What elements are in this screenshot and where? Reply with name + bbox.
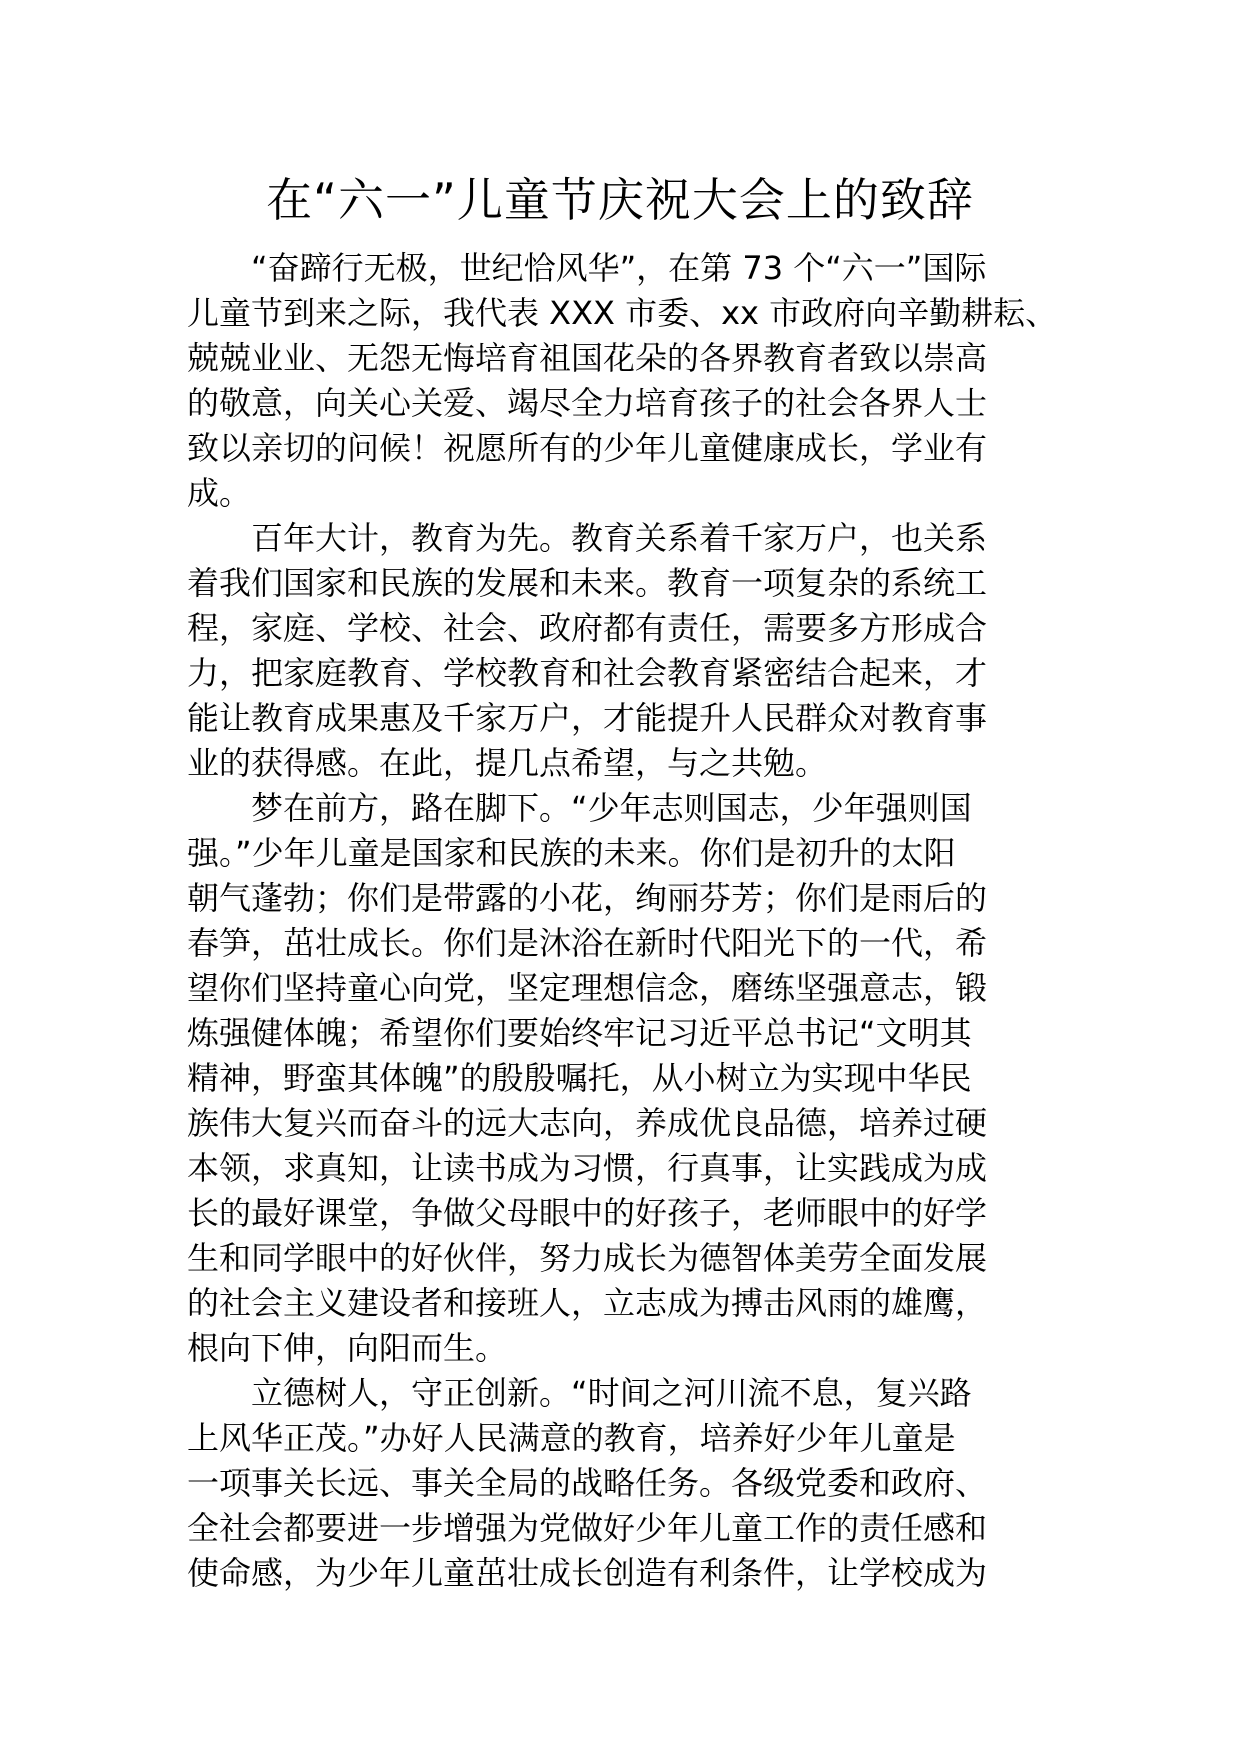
- text-line: 兢兢业业、无怨无悔培育祖国花朵的各界教育者致以崇高: [187, 339, 988, 377]
- text-line: 梦在前方，路在脚下。“少年志则国志，少年强则国: [251, 789, 972, 827]
- text-line: 立德树人，守正创新。“时间之河川流不息，复兴路: [251, 1374, 972, 1412]
- text-line: 春笋，茁壮成长。你们是沐浴在新时代阳光下的一代，希: [187, 924, 988, 962]
- text-line: 成。: [187, 474, 252, 512]
- text-line: 本领，求真知，让读书成为习惯，行真事，让实践成为成: [187, 1149, 988, 1187]
- text-line: 望你们坚持童心向党，坚定理想信念，磨练坚强意志，锻: [187, 969, 988, 1007]
- text-line: 长的最好课堂，争做父母眼中的好孩子，老师眼中的好学: [187, 1194, 988, 1232]
- text-line: 全社会都要进一步增强为党做好少年儿童工作的责任感和: [187, 1509, 988, 1547]
- text-line: 能让教育成果惠及千家万户，才能提升人民群众对教育事: [187, 699, 988, 737]
- text-line: 上风华正茂。”办好人民满意的教育，培养好少年儿童是: [187, 1419, 956, 1457]
- document-body: [187, 246, 1067, 1596]
- text-line: 根向下伸，向阳而生。: [187, 1329, 508, 1367]
- text-line: 着我们国家和民族的发展和未来。教育一项复杂的系统工: [187, 564, 988, 602]
- text-line: 一项事关长远、事关全局的战略任务。各级党委和政府、: [187, 1464, 988, 1502]
- paragraph-greeting: [187, 246, 1067, 516]
- text-line: “奋蹄行无极，世纪恰风华”，在第 73 个“六一”国际: [251, 249, 987, 287]
- paragraph-dreams-ahead: [187, 786, 1067, 1371]
- text-line: 的敬意，向关心关爱、竭尽全力培育孩子的社会各界人士: [187, 384, 988, 422]
- text-line: 强。”少年儿童是国家和民族的未来。你们是初升的太阳: [187, 834, 956, 872]
- text-line: 精神，野蛮其体魄”的殷殷嘱托，从小树立为实现中华民: [187, 1059, 972, 1097]
- text-line: 业的获得感。在此，提几点希望，与之共勉。: [187, 744, 828, 782]
- text-line: 程，家庭、学校、社会、政府都有责任，需要多方形成合: [187, 609, 988, 647]
- paragraph-moral-education: [187, 1371, 1067, 1596]
- text-line: 百年大计，教育为先。教育关系着千家万户，也关系: [251, 519, 988, 557]
- text-line: 使命感，为少年儿童茁壮成长创造有利条件，让学校成为: [187, 1554, 988, 1592]
- text-line: 的社会主义建设者和接班人，立志成为搏击风雨的雄鹰，: [187, 1284, 988, 1322]
- text-line: 儿童节到来之际，我代表 XXX 市委、xx 市政府向辛勤耕耘、: [187, 294, 1058, 332]
- text-line: 炼强健体魄；希望你们要始终牢记习近平总书记“文明其: [187, 1014, 972, 1052]
- text-line: 致以亲切的问候！祝愿所有的少年儿童健康成长，学业有: [187, 429, 988, 467]
- text-line: 力，把家庭教育、学校教育和社会教育紧密结合起来，才: [187, 654, 988, 692]
- paragraph-education-first: [187, 516, 1067, 786]
- text-line: 朝气蓬勃；你们是带露的小花，绚丽芬芳；你们是雨后的: [187, 879, 988, 917]
- text-line: 族伟大复兴而奋斗的远大志向，养成优良品德，培养过硬: [187, 1104, 988, 1142]
- text-line: 生和同学眼中的好伙伴，努力成长为德智体美劳全面发展: [187, 1239, 988, 1277]
- page-title: 在“六一”儿童节庆祝大会上的致辞: [266, 173, 974, 227]
